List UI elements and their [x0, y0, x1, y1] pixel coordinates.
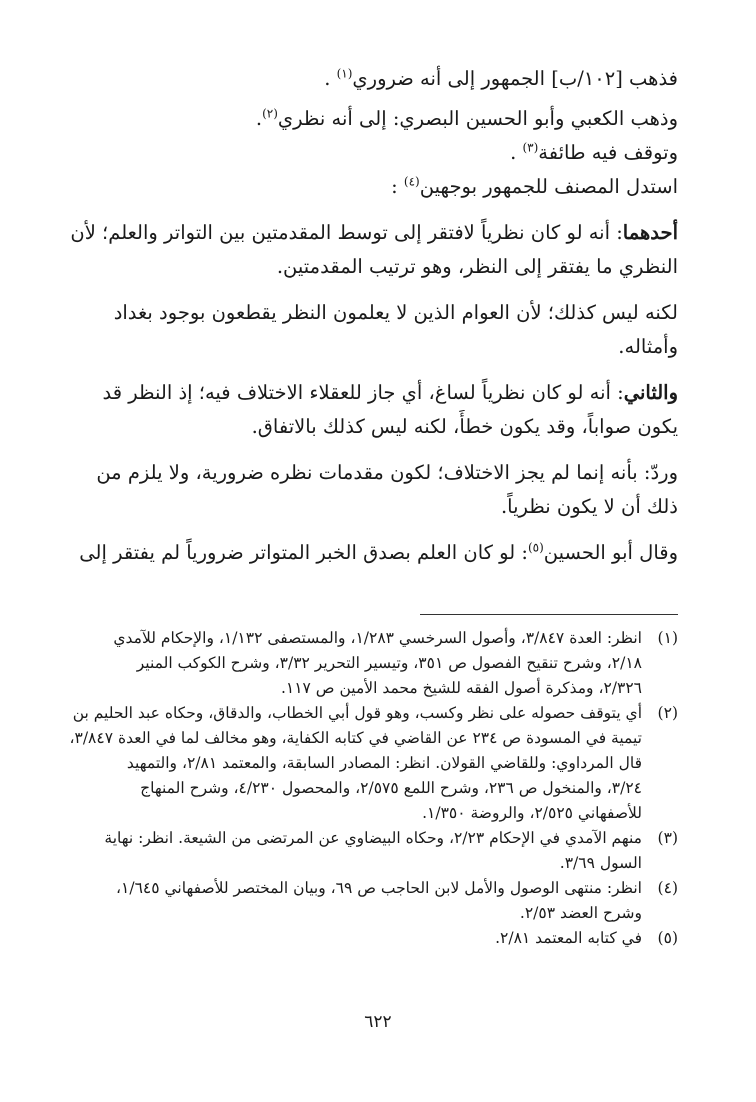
line-text: : أنه لو كان نظرياً لساغ، أي جاز للعقلاء الاختلاف فيه؛ إذ النظر قد: [102, 381, 624, 404]
paragraph-second-argument: [62, 376, 678, 444]
footnote-line: للأصفهاني ٢/٥٢٥، والروضة ١/٣٥٠.: [422, 804, 642, 822]
footnote-line: ٣/٢٤، والمنخول ص ٢٣٦، وشرح اللمع ٢/٥٧٥، والمحصول ٤/٢٣٠، وشرح المنهاج: [140, 779, 642, 797]
text-line: وردّ: بأنه إنما لم يجز الاختلاف؛ لكون مقدمات نظره ضرورية، ولا يلزم من: [96, 461, 678, 484]
footnote-body: [56, 926, 642, 951]
footnote: [56, 626, 678, 701]
footnote-number: (٢): [657, 704, 678, 722]
line-tail: .: [255, 107, 263, 130]
line-tail: .: [324, 67, 337, 90]
footnote-body: [56, 826, 642, 876]
line-text: وتوقف فيه طائفة: [538, 141, 678, 164]
footnote-divider: [420, 614, 678, 615]
footnotes: [56, 626, 678, 951]
paragraph-rebuttal: [62, 456, 678, 524]
text-line: [62, 536, 678, 570]
footnote-body: [56, 626, 642, 701]
text-line: [62, 216, 678, 250]
paragraph-lead: والثاني: [623, 381, 678, 404]
footnote-line: ٢/٣٢٦، ومذكرة أصول الفقه للشيخ محمد الأمين ص ١١٧.: [280, 679, 642, 697]
text-line: وأمثاله.: [618, 335, 678, 358]
footnote-line: قال المرداوي: وللقاضي القولان. انظر: المصادر السابقة، والمعتمد ٢/٨١، والتمهيد: [126, 754, 642, 772]
footnote-number: (٥): [657, 929, 678, 947]
footnote-line: أي يتوقف حصوله على نظر وكسب، وهو قول أبي الخطاب، والدقاق، وحكاه عبد الحليم بن: [72, 704, 642, 722]
paragraph-lead: أحدهما: [622, 221, 678, 244]
footnote: [56, 826, 678, 876]
footnote-ref[interactable]: (١): [336, 66, 353, 81]
text-line: [62, 102, 678, 136]
line-text: وقال أبو الحسين: [543, 541, 678, 564]
paragraph-first-argument: [62, 216, 678, 284]
line-tail: :: [391, 175, 404, 198]
paragraph-abu-al-husayn: [62, 536, 678, 570]
footnote-ref[interactable]: (٣): [522, 140, 539, 155]
line-text: وذهب الكعبي وأبو الحسين البصري: إلى أنه نظري: [277, 107, 678, 130]
footnote-line: انظر: العدة ٣/٨٤٧، وأصول السرخسي ١/٢٨٣، والمستصفى ١/١٣٢، والإحكام للآمدي: [113, 629, 642, 647]
footnote: [56, 701, 678, 826]
main-text: [62, 62, 678, 570]
footnote-number: (١): [657, 629, 678, 647]
footnote-line: في كتابه المعتمد ٢/٨١.: [495, 929, 642, 947]
paragraph-objection: [62, 296, 678, 364]
footnote: [56, 926, 678, 951]
line-text: فذهب [١٠٢/ب] الجمهور إلى أنه ضروري: [352, 67, 678, 90]
text-line: [62, 62, 678, 96]
text-line: النظري ما يفتقر إلى النظر، وهو ترتيب المقدمتين.: [276, 255, 678, 278]
footnote: [56, 876, 678, 926]
footnote-number: (٤): [657, 879, 678, 897]
footnote-line: ٢/١٨، وشرح تنقيح الفصول ص ٣٥١، وتيسير التحرير ٣/٣٢، وشرح الكوكب المنير: [136, 654, 642, 672]
footnote-body: [56, 876, 642, 926]
line-tail: .: [510, 141, 523, 164]
footnote-ref[interactable]: (٥): [527, 540, 544, 555]
text-line: [62, 136, 678, 170]
text-line: يكون صواباً، وقد يكون خطأً، لكنه ليس كذلك بالاتفاق.: [251, 415, 678, 438]
line-text: استدل المصنف للجمهور بوجهين: [419, 175, 678, 198]
footnote-line: منهم الآمدي في الإحكام ٢/٢٣، وحكاه البيضاوي عن المرتضى من الشيعة. انظر: نهاية: [104, 829, 642, 847]
page-number: ٦٢٢: [364, 1012, 392, 1032]
footnote-ref[interactable]: (٤): [403, 174, 420, 189]
footnote-line: انظر: منتهى الوصول والأمل لابن الحاجب ص ٦٩، وبيان المختصر للأصفهاني ١/٦٤٥،: [116, 879, 642, 897]
footnote-body: [56, 701, 642, 826]
footnote-line: تيمية في المسودة ص ٢٣٤ عن القاضي في كتابه الكفاية، وهو مخالف لما في العدة ٣/٨٤٧،: [69, 729, 642, 747]
footnote-ref[interactable]: (٢): [262, 106, 278, 121]
text-line: [62, 170, 678, 204]
line-text: : أنه لو كان نظرياً لافتقر إلى توسط المقدمتين بين التواتر والعلم؛ لأن: [70, 221, 623, 244]
text-line: [62, 376, 678, 410]
line-tail: : لو كان العلم بصدق الخبر المتواتر ضرورياً لم يفتقر إلى: [79, 541, 528, 564]
text-line: ذلك أن لا يكون نظرياً.: [500, 495, 678, 518]
footnote-line: السول ٣/٦٩.: [559, 854, 642, 872]
footnote-line: وشرح العضد ٢/٥٣.: [519, 904, 642, 922]
footnote-number: (٣): [657, 829, 678, 847]
text-line: لكنه ليس كذلك؛ لأن العوام الذين لا يعلمون النظر يقطعون بوجود بغداد: [113, 301, 678, 324]
